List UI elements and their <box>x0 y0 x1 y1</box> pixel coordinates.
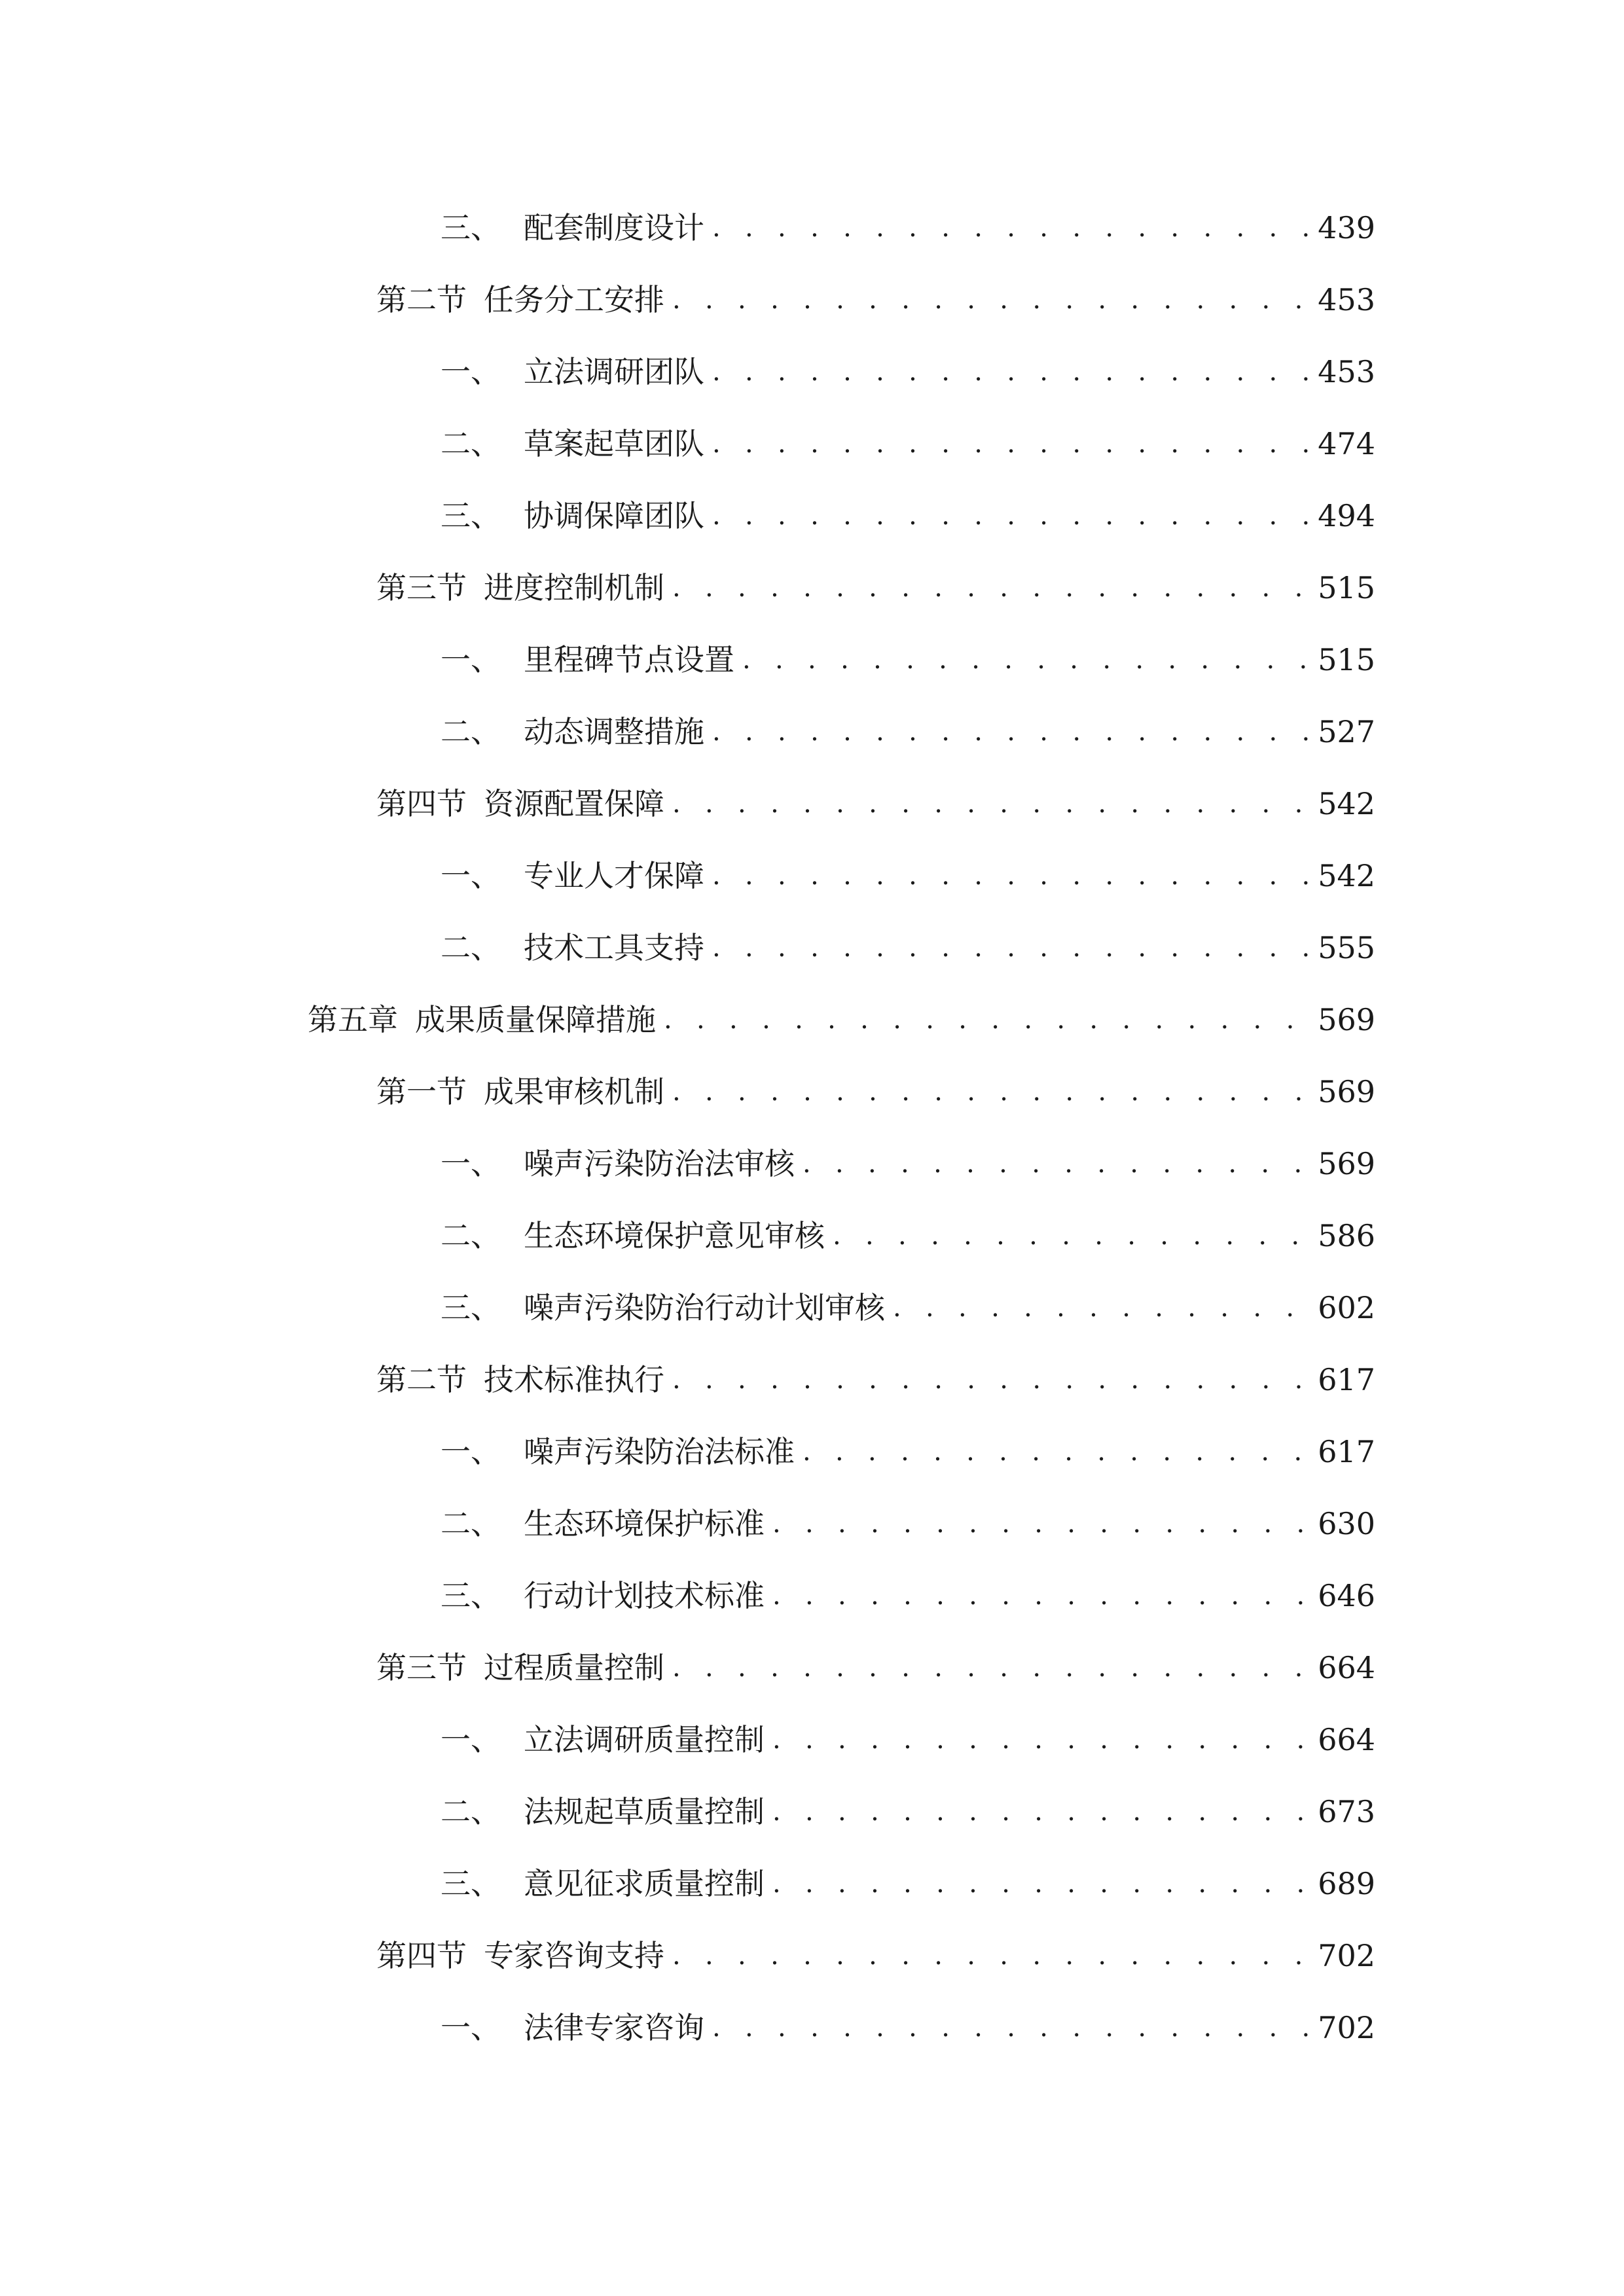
toc-entry-number: 三、 <box>441 1290 501 1325</box>
toc-entry-number: 三、 <box>441 498 501 533</box>
toc-entry[interactable] <box>441 346 1375 398</box>
toc-entry-number: 第二节 <box>376 282 467 317</box>
toc-entry-page: 527 <box>1318 714 1375 749</box>
toc-entry-page: 542 <box>1318 786 1375 821</box>
toc-entry-title: 配套制度设计 <box>524 210 704 245</box>
toc-entry-page: 602 <box>1318 1290 1375 1325</box>
toc-entry-page: 630 <box>1318 1506 1375 1541</box>
toc-dot-leader <box>803 1426 1308 1478</box>
toc-entry-title: 成果质量保障措施 <box>415 1002 656 1037</box>
toc-entry-number: 一、 <box>441 2010 501 2045</box>
toc-dot-leader <box>772 1713 1308 1766</box>
toc-entry-number: 第五章 <box>308 1002 398 1037</box>
toc-entry-title: 成果审核机制 <box>484 1074 664 1109</box>
toc-dot-leader <box>772 1570 1308 1622</box>
toc-entry-page: 494 <box>1318 498 1375 533</box>
toc-dot-leader <box>672 274 1308 326</box>
toc-entry-title: 草案起草团队 <box>524 426 704 461</box>
toc-entry-title: 动态调整措施 <box>524 714 704 749</box>
toc-entry-number: 三、 <box>441 1578 501 1613</box>
toc-entry[interactable] <box>441 490 1375 542</box>
toc-dot-leader <box>672 1929 1308 1982</box>
toc-entry-title: 生态环境保护意见审核 <box>524 1218 825 1253</box>
toc-entry-number: 三、 <box>441 210 501 245</box>
toc-entry-page: 569 <box>1318 1074 1375 1109</box>
toc-dot-leader <box>712 922 1308 974</box>
toc-entry-title: 技术工具支持 <box>524 930 704 965</box>
toc-entry-title: 任务分工安排 <box>484 282 664 317</box>
toc-entry-title: 资源配置保障 <box>484 786 664 821</box>
toc-entry[interactable] <box>441 706 1375 758</box>
toc-dot-leader <box>712 202 1308 254</box>
toc-entry-number: 一、 <box>441 642 501 677</box>
toc-entry-title: 里程碑节点设置 <box>524 642 734 677</box>
toc-entry-page: 474 <box>1318 426 1375 461</box>
toc-entry-number: 第三节 <box>376 1650 467 1685</box>
toc-dot-leader <box>672 1641 1308 1694</box>
toc-dot-leader <box>712 850 1308 902</box>
toc-dot-leader <box>712 490 1308 542</box>
toc-entry-page: 617 <box>1318 1434 1375 1469</box>
toc-entry[interactable] <box>441 202 1375 254</box>
toc-entry[interactable] <box>441 1498 1375 1550</box>
toc-entry-number: 第四节 <box>376 1938 467 1973</box>
toc-entry[interactable] <box>441 1857 1375 1910</box>
toc-entry-page: 689 <box>1318 1866 1375 1901</box>
toc-dot-leader <box>672 1354 1308 1406</box>
toc-entry[interactable] <box>441 418 1375 470</box>
toc-entry-title: 专家咨询支持 <box>484 1938 664 1973</box>
toc-entry-title: 噪声污染防治行动计划审核 <box>524 1290 885 1325</box>
toc-entry-number: 一、 <box>441 1722 501 1757</box>
toc-entry-number: 一、 <box>441 1434 501 1469</box>
toc-dot-leader <box>672 562 1308 614</box>
toc-entry-page: 702 <box>1318 2010 1375 2045</box>
toc-entry-number: 二、 <box>441 426 501 461</box>
toc-entry-page: 569 <box>1318 1002 1375 1037</box>
toc-entry-title: 生态环境保护标准 <box>524 1506 765 1541</box>
toc-entry-page: 453 <box>1318 354 1375 389</box>
toc-entry-number: 第一节 <box>376 1074 467 1109</box>
toc-entry-page: 673 <box>1318 1794 1375 1829</box>
toc-dot-leader <box>893 1282 1308 1334</box>
toc-entry-page: 646 <box>1318 1578 1375 1613</box>
toc-dot-leader <box>772 1498 1308 1550</box>
toc-dot-leader <box>803 1138 1308 1190</box>
toc-entry-title: 噪声污染防治法审核 <box>524 1146 795 1181</box>
toc-dot-leader <box>833 1210 1308 1262</box>
toc-entry[interactable] <box>308 994 1375 1046</box>
toc-entry[interactable] <box>441 1138 1375 1190</box>
toc-entry-title: 意见征求质量控制 <box>524 1866 765 1901</box>
toc-entry[interactable] <box>441 1426 1375 1478</box>
toc-entry[interactable] <box>441 634 1375 686</box>
toc-entry[interactable] <box>376 274 1375 326</box>
toc-entry-title: 立法调研团队 <box>524 354 704 389</box>
toc-dot-leader <box>712 2001 1308 2054</box>
toc-entry-page: 439 <box>1318 210 1375 245</box>
toc-entry-page: 617 <box>1318 1362 1375 1397</box>
toc-entry[interactable] <box>376 1354 1375 1406</box>
toc-entry[interactable] <box>441 1785 1375 1838</box>
toc-entry-page: 542 <box>1318 858 1375 893</box>
toc-entry-title: 协调保障团队 <box>524 498 704 533</box>
toc-dot-leader <box>664 994 1308 1046</box>
toc-entry-number: 二、 <box>441 930 501 965</box>
toc-dot-leader <box>712 706 1308 758</box>
toc-entry-number: 三、 <box>441 1866 501 1901</box>
toc-entry-title: 法规起草质量控制 <box>524 1794 765 1829</box>
toc-entry[interactable] <box>441 1210 1375 1262</box>
toc-entry-number: 二、 <box>441 1506 501 1541</box>
toc-entry-title: 过程质量控制 <box>484 1650 664 1685</box>
toc-entry-number: 二、 <box>441 714 501 749</box>
toc-entry-title: 行动计划技术标准 <box>524 1578 765 1613</box>
toc-entry-number: 第三节 <box>376 570 467 605</box>
toc-entry[interactable] <box>376 778 1375 830</box>
toc-entry[interactable] <box>441 922 1375 974</box>
toc-entry-page: 702 <box>1318 1938 1375 1973</box>
toc-entry-page: 664 <box>1318 1650 1375 1685</box>
toc-entry[interactable] <box>441 850 1375 902</box>
toc-entry[interactable] <box>376 1641 1375 1694</box>
toc-entry-number: 第二节 <box>376 1362 467 1397</box>
toc-dot-leader <box>672 778 1308 830</box>
toc-entry-number: 第四节 <box>376 786 467 821</box>
toc-entry-number: 一、 <box>441 354 501 389</box>
toc-dot-leader <box>672 1066 1308 1118</box>
toc-entry-number: 一、 <box>441 858 501 893</box>
toc-entry-number: 二、 <box>441 1218 501 1253</box>
toc-entry-number: 二、 <box>441 1794 501 1829</box>
toc-entry-page: 453 <box>1318 282 1375 317</box>
toc-entry[interactable] <box>376 1066 1375 1118</box>
toc-entry-page: 515 <box>1318 570 1375 605</box>
toc-entry-page: 664 <box>1318 1722 1375 1757</box>
toc-dot-leader <box>712 418 1308 470</box>
toc-entry-title: 立法调研质量控制 <box>524 1722 765 1757</box>
toc-entry-page: 555 <box>1318 930 1375 965</box>
toc-entry-number: 一、 <box>441 1146 501 1181</box>
toc-entry[interactable] <box>441 1282 1375 1334</box>
toc-entry[interactable] <box>376 1929 1375 1982</box>
toc-entry[interactable] <box>376 562 1375 614</box>
toc-entry-title: 专业人才保障 <box>524 858 704 893</box>
toc-entry-title: 噪声污染防治法标准 <box>524 1434 795 1469</box>
toc-entry-title: 法律专家咨询 <box>524 2010 704 2045</box>
toc-dot-leader <box>712 346 1308 398</box>
toc-entry-title: 技术标准执行 <box>484 1362 664 1397</box>
toc-dot-leader <box>742 634 1308 686</box>
toc-entry[interactable] <box>441 2001 1375 2054</box>
toc-dot-leader <box>772 1785 1308 1838</box>
toc-entry-page: 515 <box>1318 642 1375 677</box>
toc-entry-title: 进度控制机制 <box>484 570 664 605</box>
toc-entry-page: 586 <box>1318 1218 1375 1253</box>
toc-entry-page: 569 <box>1318 1146 1375 1181</box>
toc-entry[interactable] <box>441 1713 1375 1766</box>
toc-dot-leader <box>772 1857 1308 1910</box>
toc-entry[interactable] <box>441 1570 1375 1622</box>
